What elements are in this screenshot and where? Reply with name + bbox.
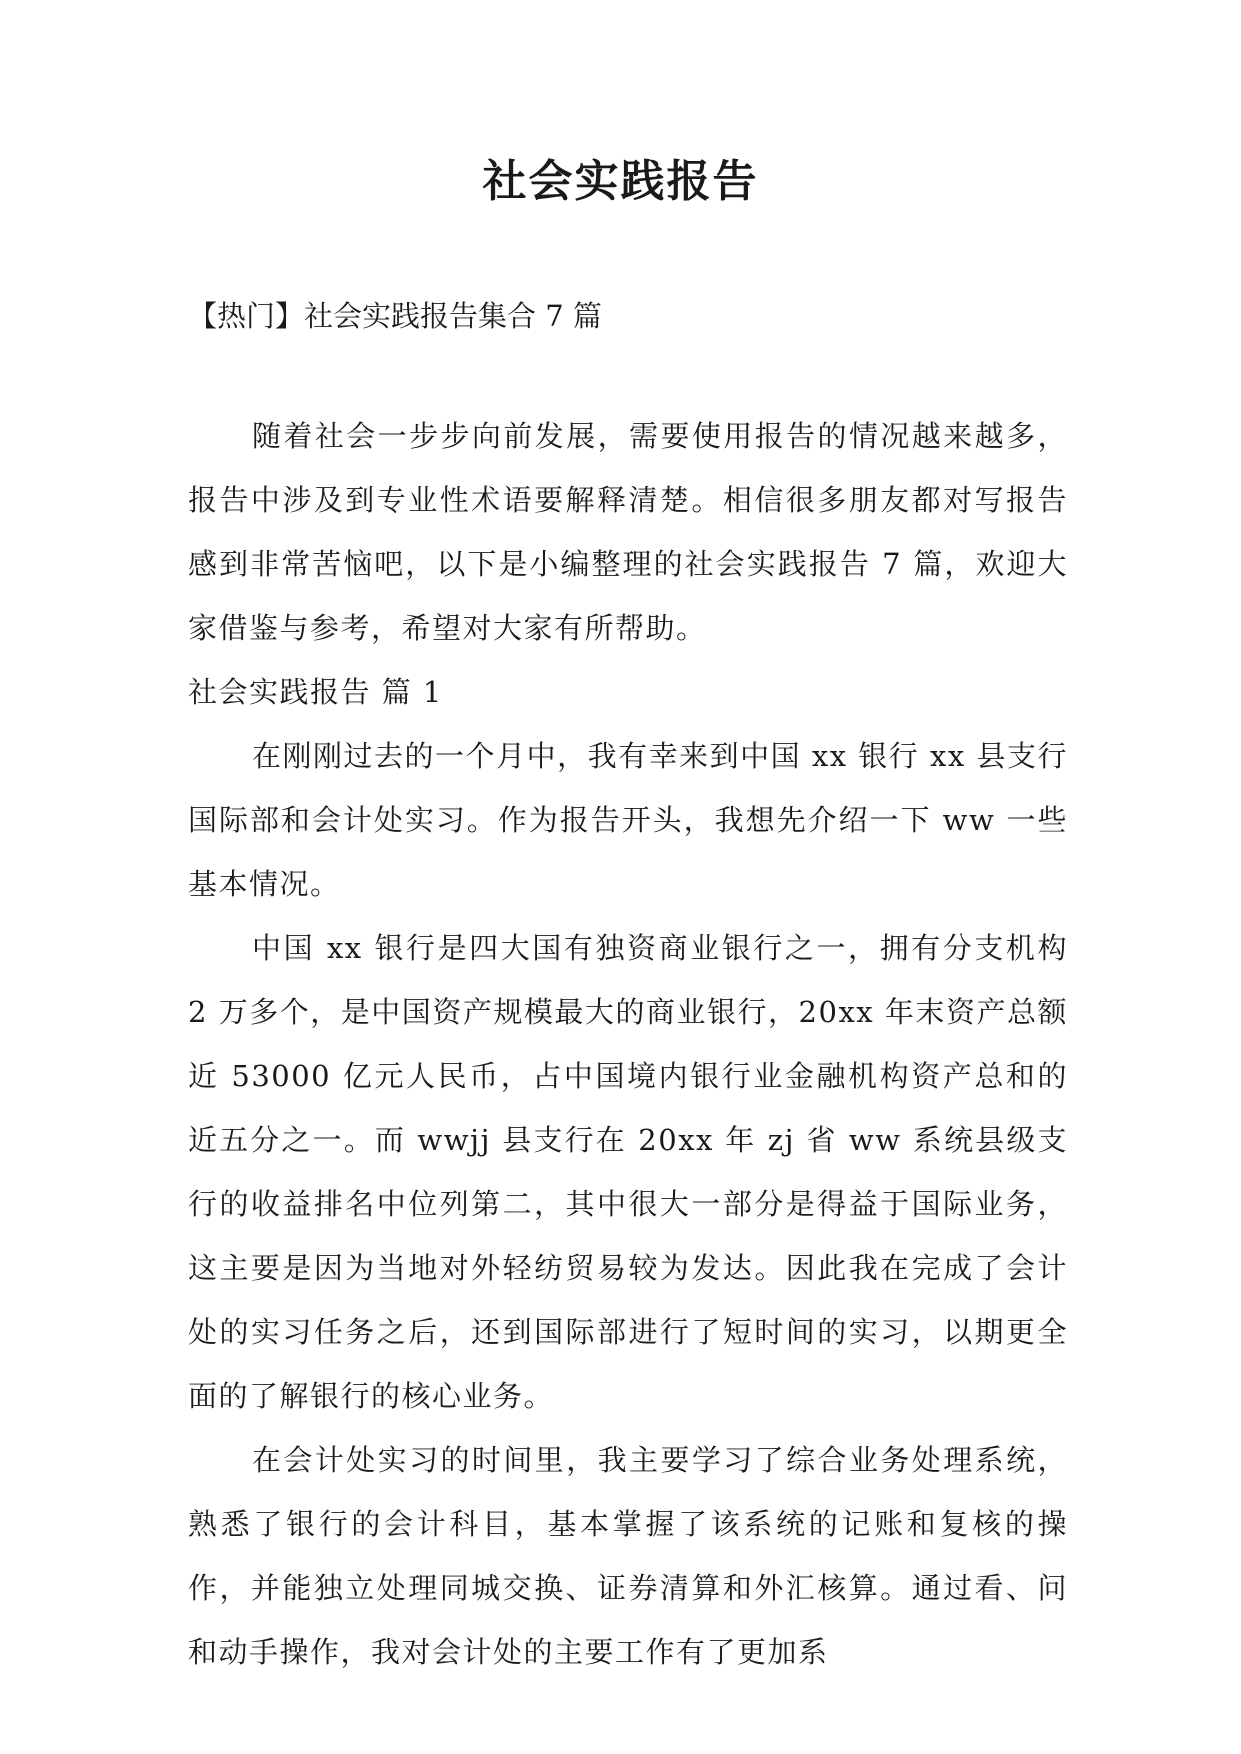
body-paragraph: 在刚刚过去的一个月中，我有幸来到中国 xx 银行 xx 县支行国际部和会计处实习。作为报告开头，我想先介绍一下 ww 一些基本情况。 (188, 739, 1068, 901)
document-title: 社会实践报告 (482, 156, 759, 207)
body-paragraph: 在会计处实习的时间里，我主要学习了综合业务处理系统，熟悉了银行的会计科目，基本掌握了该系统的记账和复核的操作，并能独立处理同城交换、证券清算和外汇核算。通过看、问和动手操作，我对会计处的主要工作有了更加系 (188, 1443, 1068, 1669)
section-heading: 社会实践报告 篇 1 (188, 675, 443, 709)
document-body (188, 404, 1068, 1684)
intro-paragraph: 随着社会一步步向前发展，需要使用报告的情况越来越多，报告中涉及到专业性术语要解释清楚。相信很多朋友都对写报告感到非常苦恼吧，以下是小编整理的社会实践报告 7 篇，欢迎大家借鉴与参考，希望对大家有所帮助。 (188, 419, 1068, 645)
document-subtitle: 【热门】社会实践报告集合 7 篇 (188, 299, 602, 333)
body-paragraph: 中国 xx 银行是四大国有独资商业银行之一，拥有分支机构 2 万多个，是中国资产规模最大的商业银行，20xx 年末资产总额近 53000 亿元人民币，占中国境内银行业金融机构资产总和的近五分之一。而 wwjj 县支行在 20xx 年 zj 省 ww 系统县级支行的收益排名中位列第二，其中很大一部分是得益于国际业务，这主要是因为当地对外轻纺贸易较为发达。因此我在完成了会计处的实习任务之后，还到国际部进行了短时间的实习，以期更全面的了解银行的核心业务。 (188, 931, 1068, 1413)
